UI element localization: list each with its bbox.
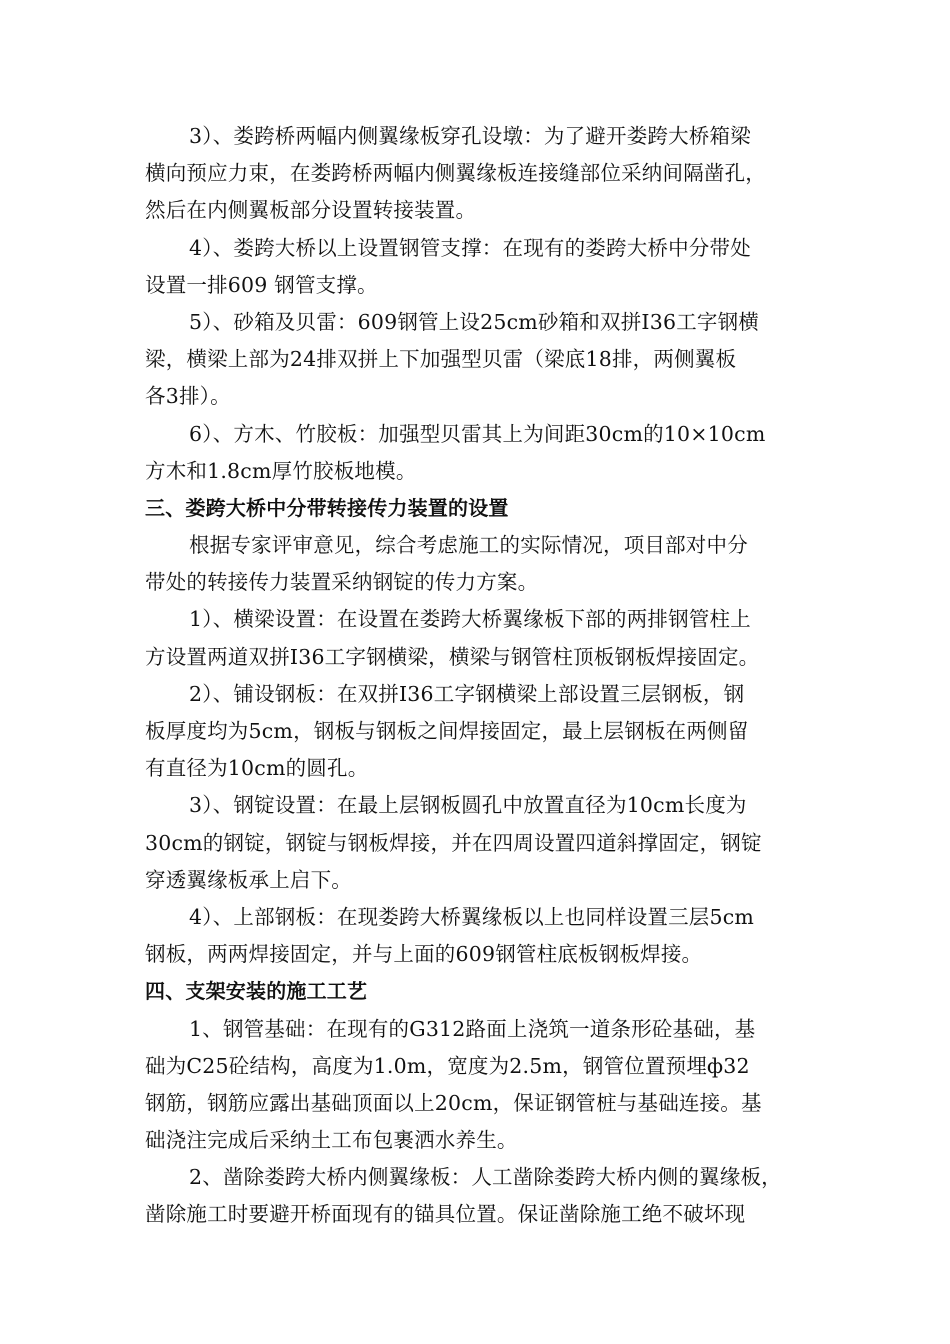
text-line: 3）、娄跨桥两幅内侧翼缘板穿孔设墩：为了避开娄跨大桥箱梁 [189,124,751,148]
text-line: 凿除施工时要避开桥面现有的锚具位置。保证凿除施工绝不破坏现 [145,1202,746,1227]
text-line: 带处的转接传力装置采纳钢锭的传力方案。 [145,570,539,595]
paragraph [145,601,815,675]
text-line: 3）、钢锭设置：在最上层钢板圆孔中放置直径为10cm长度为 [189,793,747,818]
text-line: 然后在内侧翼板部分设置转接装置。 [145,198,477,223]
text-line: 6）、方木、竹胶板：加强型贝雷其上为间距30cm的10×10cm [189,421,766,446]
paragraph [145,1011,815,1160]
text-line: 有直径为10cm的圆孔。 [145,756,369,781]
paragraph [145,527,815,601]
heading-text: 三、娄跨大桥中分带转接传力装置的设置 [145,495,509,520]
text-line: 梁，横梁上部为24排双拼上下加强型贝雷（梁底18排，两侧翼板 [145,347,737,372]
section-heading [145,973,815,1010]
text-line: 2、凿除娄跨大桥内侧翼缘板：人工凿除娄跨大桥内侧的翼缘板， [189,1165,782,1190]
text-line: 根据专家评审意见，综合考虑施工的实际情况，项目部对中分 [189,533,748,558]
text-line: 板厚度均为5cm，钢板与钢板之间焊接固定，最上层钢板在两侧留 [145,719,749,743]
text-line: 础为C25砼结构，高度为1.0m，宽度为2.5m，钢管位置预埋ф32 [145,1053,750,1078]
text-line: 钢板，两两焊接固定，并与上面的609钢管柱底板钢板焊接。 [145,942,703,967]
paragraph [145,899,815,973]
text-line: 各3排）。 [145,384,231,409]
text-line: 1、钢管基础：在现有的G312路面上浇筑一道条形砼基础，基 [189,1016,756,1041]
text-line: 4）、娄跨大桥以上设置钢管支撑：在现有的娄跨大桥中分带处 [189,235,751,260]
text-line: 30cm的钢锭，钢锭与钢板焊接，并在四周设置四道斜撑固定，钢锭 [145,830,762,855]
text-line: 穿透翼缘板承上启下。 [145,867,352,892]
text-line: 1）、横梁设置：在设置在娄跨大桥翼缘板下部的两排钢管柱上 [189,607,751,632]
paragraph [145,416,815,490]
paragraph [145,676,815,788]
text-line: 钢筋，钢筋应露出基础顶面以上20cm，保证钢管桩与基础连接。基 [145,1090,762,1115]
document-page [145,118,815,1234]
paragraph [145,1159,815,1233]
text-line: 横向预应力束，在娄跨桥两幅内侧翼缘板连接缝部位采纳间隔凿孔， [145,161,766,186]
text-line: 设置一排609 钢管支撑。 [145,272,378,297]
section-heading [145,490,815,527]
paragraph [145,230,815,304]
heading-text: 四、支架安装的施工工艺 [145,979,368,1004]
text-line: 础浇注完成后采纳土工布包裹洒水养生。 [145,1128,518,1153]
paragraph [145,304,815,416]
text-line: 方设置两道双拼I36工字钢横梁，横梁与钢管柱顶板钢板焊接固定。 [145,644,760,669]
text-line: 2）、铺设钢板：在双拼I36工字钢横梁上部设置三层钢板，钢 [189,681,745,706]
paragraph [145,118,815,230]
text-line: 5）、砂箱及贝雷：609钢管上设25cm砂箱和双拼I36工字钢横 [189,309,760,334]
text-line: 4）、上部钢板：在现娄跨大桥翼缘板以上也同样设置三层5cm [189,904,755,929]
paragraph [145,787,815,899]
text-line: 方木和1.8cm厚竹胶板地模。 [145,458,417,483]
